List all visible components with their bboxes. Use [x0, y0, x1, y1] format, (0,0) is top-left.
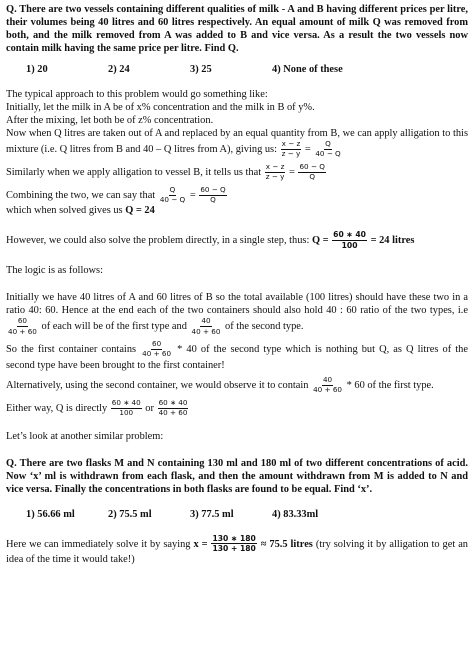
- fraction-numerator: 60 ∗ 40: [333, 230, 366, 240]
- fraction-numerator: 60 − Q: [299, 161, 325, 171]
- fraction-denominator: 40 − Q: [159, 195, 186, 205]
- fraction-denominator: Q: [309, 172, 315, 182]
- logic-heading: The logic is as follows:: [6, 265, 103, 277]
- solution-answer: Q = 24: [125, 205, 155, 217]
- fraction-numerator: 60: [152, 339, 162, 349]
- fraction: [298, 163, 325, 182]
- direct-solution-result: = 24 litres: [370, 235, 415, 247]
- q1-option-1: 1) 20: [26, 64, 48, 75]
- fraction: [141, 340, 172, 359]
- explanation-paragraph-2: [6, 340, 468, 372]
- solution-line-4: [6, 127, 468, 159]
- solution-line-6: [6, 186, 468, 205]
- fraction-numerator: Q: [169, 184, 176, 194]
- fraction-denominator: 100: [341, 240, 358, 250]
- fraction: [7, 317, 38, 336]
- question-1-options: [26, 63, 468, 76]
- q1-option-2: 2) 24: [108, 64, 130, 75]
- fraction: [332, 231, 367, 250]
- explanation-paragraph-1: [6, 291, 468, 336]
- fraction-denominator: 130 + 180: [212, 543, 256, 553]
- direct-solution-text: However, we could also solve the problem directly, in a single step, thus:: [6, 235, 310, 247]
- fraction: [159, 186, 186, 205]
- explanation-text: So the first container contains: [6, 343, 137, 355]
- q2-option-3: 3) 77.5 ml: [190, 508, 234, 520]
- fraction-denominator: z − y: [281, 149, 301, 159]
- fraction-numerator: x − z: [281, 139, 301, 148]
- equals-sign: =: [304, 143, 311, 155]
- fraction-numerator: x − z: [265, 161, 285, 171]
- explanation-text: or: [145, 402, 154, 414]
- fraction-denominator: 40 − Q: [315, 149, 341, 159]
- final-solution-note: (try solving it by alligation to get an idea of the time it would take!): [6, 538, 468, 566]
- direct-solution-lhs: Q =: [311, 235, 329, 247]
- fraction-numerator: 130 ∗ 180: [212, 533, 256, 543]
- final-solution-result: ≈ 75.5 litres: [260, 538, 313, 550]
- solution-line-7: [6, 204, 468, 217]
- q1-option-4: 4) None of these: [272, 64, 343, 75]
- fraction: [265, 163, 286, 182]
- fraction-denominator: 40 + 60: [8, 326, 37, 336]
- q1-option-3: 3) 25: [190, 64, 212, 75]
- explanation-paragraph-4: [6, 399, 468, 418]
- fraction: [211, 535, 256, 554]
- fraction-denominator: 100: [119, 408, 134, 418]
- question-1: Q. There are two vessels containing different qualities of milk - A and B having different prices per litre, their volumes being 40 litres and 60 litres respectively. An equal amount of milk Q was removed from both, and the milk removed from A was added to B and vice versa. As a result the two vessels now contain milk having the same price per litre. Find Q.: [6, 4, 468, 54]
- fraction-denominator: 40 + 60: [313, 385, 342, 395]
- document-page: [6, 3, 468, 566]
- explanation-text: of the second type.: [225, 321, 304, 333]
- question-2: Q. There are two flasks M and N containing 130 ml and 180 ml of two different concentrations of acid. Now ‘x’ ml is withdrawn from each flask, and then the amount withdrawn from M is added to N and vice versa. Finally the concentrations in both flasks are found to be equal. Find ‘x’.: [6, 457, 468, 495]
- fraction-numerator: 60 ∗ 40: [158, 397, 188, 407]
- fraction-denominator: 40 + 60: [142, 349, 172, 359]
- fraction: [191, 317, 222, 336]
- fraction: [111, 399, 142, 418]
- fraction-numerator: 40: [201, 316, 211, 326]
- final-solution-lhs: x =: [193, 538, 208, 550]
- question-2-options: [26, 508, 468, 521]
- similar-problem-heading: Let’s look at another similar problem:: [6, 430, 164, 442]
- solution-intro: The typical approach to this problem would go something like:: [6, 89, 268, 100]
- solution-line-5-text: Similarly when we apply alligation to vessel B, it tells us that: [6, 166, 262, 178]
- explanation-paragraph-3: [6, 376, 468, 395]
- fraction: [281, 140, 302, 159]
- fraction-denominator: Q: [210, 195, 216, 205]
- explanation-text: Initially we have 40 litres of A and 60 litres of B so the total available (100 litres) should have these two in a ratio 40: 60. Hence at the end each of the two containers should also hold 40 : 60 ratio of the two types, i.e: [6, 292, 468, 317]
- final-solution-text: Here we can immediately solve it by saying: [6, 538, 191, 550]
- fraction: [199, 186, 226, 205]
- fraction-numerator: 60: [17, 316, 28, 326]
- fraction-denominator: 40 + 60: [158, 408, 188, 418]
- solution-line-5: [6, 163, 468, 182]
- equals-sign: =: [189, 189, 196, 201]
- fraction: [158, 399, 189, 418]
- solution-line-2: Initially, let the milk in A be of x% concentration and the milk in B of y%.: [6, 102, 315, 113]
- explanation-text: Alternatively, using the second container, we would observe it to contain: [6, 379, 309, 391]
- explanation-text: of each will be of the first type and: [41, 321, 187, 333]
- q2-option-1: 1) 56.66 ml: [26, 508, 75, 520]
- final-solution: [6, 535, 468, 567]
- fraction: [312, 376, 343, 395]
- direct-solution: [6, 231, 468, 250]
- equals-sign: =: [288, 166, 295, 178]
- fraction-numerator: 60 ∗ 40: [111, 397, 141, 407]
- fraction-denominator: z − y: [265, 172, 285, 182]
- solution-line-3: After the mixing, let both be of z% concentration.: [6, 115, 214, 126]
- q2-option-4: 4) 83.33ml: [272, 508, 319, 520]
- fraction-numerator: 40: [322, 374, 333, 384]
- solution-line-7-text: which when solved gives us: [6, 205, 123, 217]
- solution-line-4-text: Now when Q litres are taken out of A and replaced by an equal quantity from B, we can apply alligation to this mixture (i.e. Q litres from B and 40 – Q litres from A), giving us:: [6, 128, 468, 155]
- fraction-numerator: 60 − Q: [200, 184, 226, 194]
- fraction-denominator: 40 + 60: [191, 326, 221, 336]
- explanation-text: * 40 of the second type which is nothing but Q, as Q litres of the second type have been brought to the first container!: [6, 343, 468, 371]
- solution-line-6-text: Combining the two, we can say that: [6, 189, 156, 201]
- fraction: [314, 140, 341, 159]
- explanation-text: * 60 of the first type.: [346, 379, 434, 391]
- q2-option-2: 2) 75.5 ml: [108, 508, 152, 520]
- fraction-numerator: Q: [325, 139, 331, 148]
- explanation-text: Either way, Q is directly: [6, 402, 108, 414]
